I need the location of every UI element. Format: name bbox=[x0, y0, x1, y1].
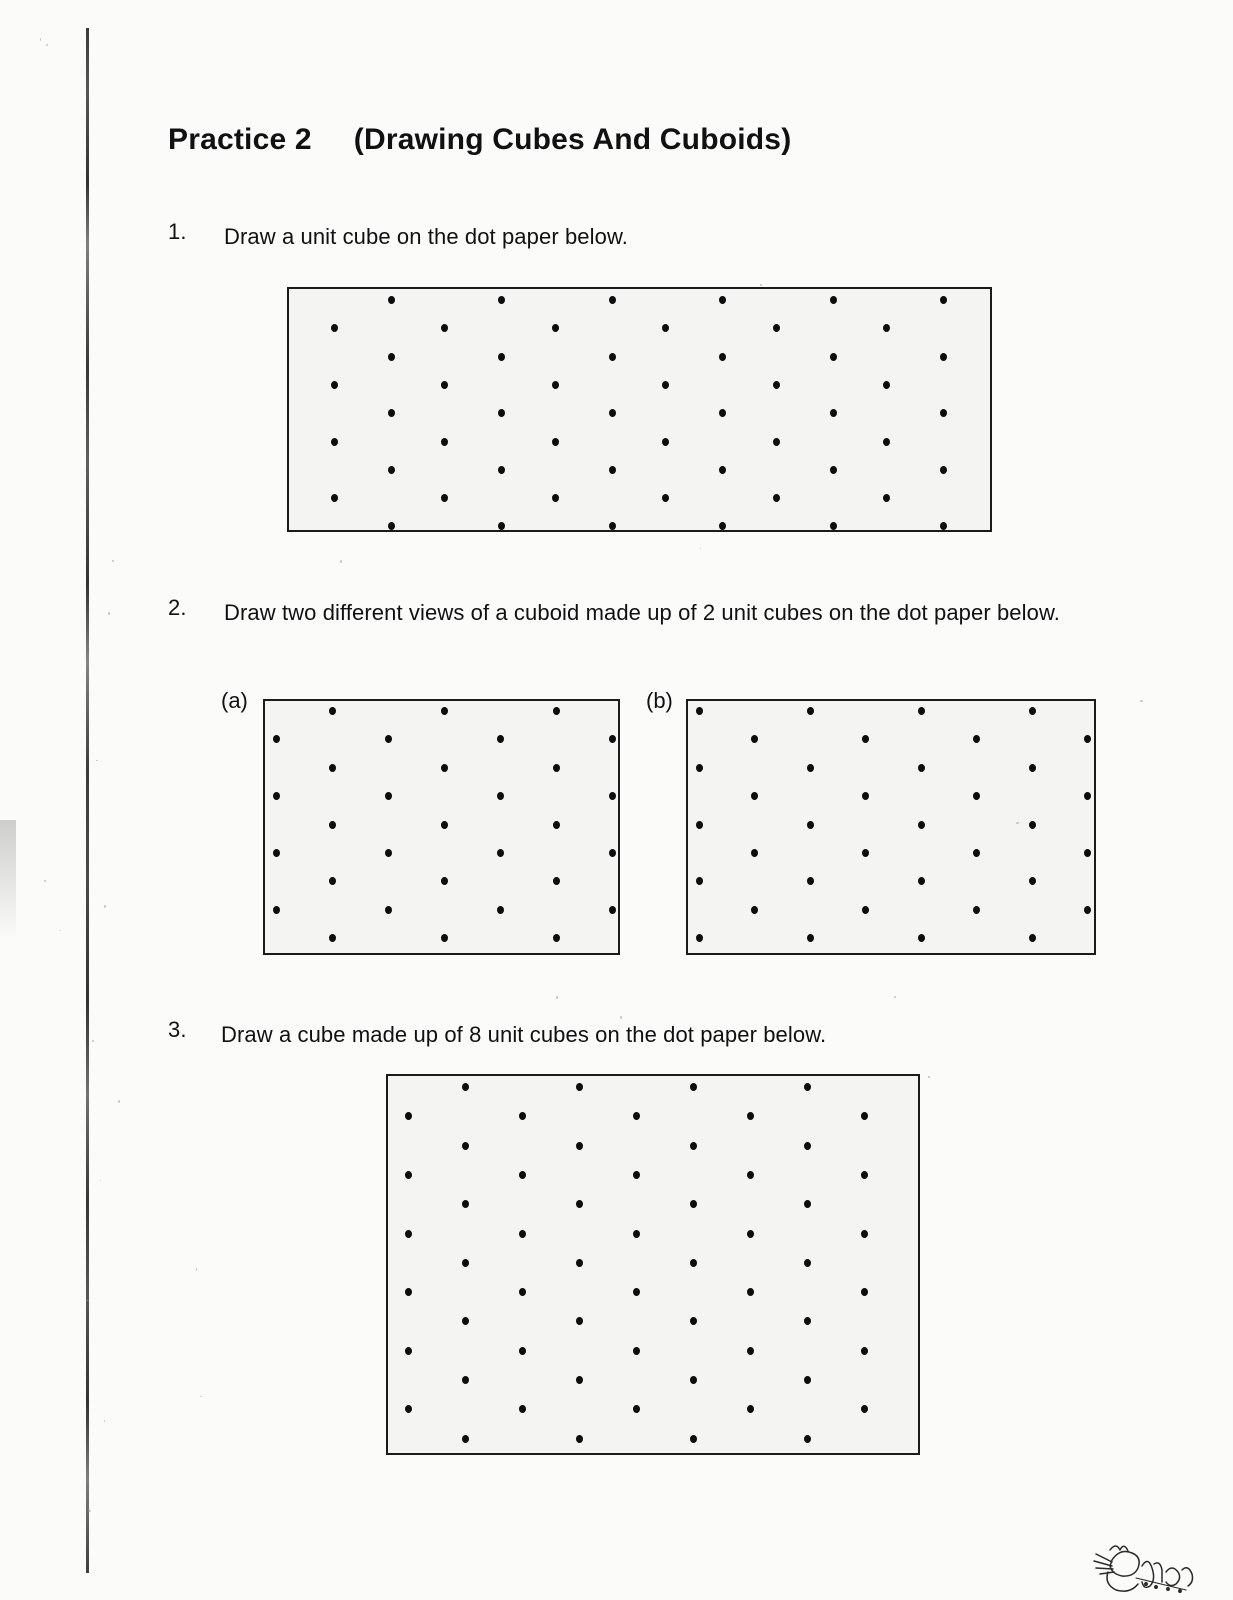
grid-dot bbox=[331, 381, 338, 389]
grid-dot bbox=[273, 792, 280, 800]
scan-speck bbox=[620, 1016, 622, 1019]
grid-dot bbox=[719, 409, 726, 417]
scan-speck bbox=[86, 1300, 89, 1301]
scan-binding-line bbox=[86, 28, 89, 1573]
scan-speck bbox=[108, 612, 110, 615]
grid-dot bbox=[498, 409, 505, 417]
grid-dot bbox=[973, 735, 980, 743]
grid-dot bbox=[462, 1317, 469, 1325]
scan-speck bbox=[92, 1040, 94, 1042]
grid-dot bbox=[1029, 821, 1036, 829]
scan-speck bbox=[88, 1510, 91, 1512]
grid-dot bbox=[751, 849, 758, 857]
grid-dot bbox=[696, 707, 703, 715]
scan-speck bbox=[112, 560, 114, 562]
grid-dot bbox=[747, 1288, 754, 1296]
dot-paper-q3[interactable] bbox=[386, 1074, 920, 1455]
grid-dot bbox=[751, 792, 758, 800]
scan-speck bbox=[760, 284, 762, 286]
grid-dot bbox=[441, 494, 448, 502]
grid-dot bbox=[329, 877, 336, 885]
grid-dot bbox=[462, 1259, 469, 1267]
grid-dot bbox=[576, 1317, 583, 1325]
grid-dot bbox=[1084, 906, 1091, 914]
grid-dot bbox=[719, 522, 726, 530]
grid-dot bbox=[883, 324, 890, 332]
grid-dot bbox=[690, 1083, 697, 1091]
grid-dot bbox=[918, 877, 925, 885]
grid-dot bbox=[662, 494, 669, 502]
grid-dot bbox=[719, 296, 726, 304]
question-2b-label: (b) bbox=[646, 688, 673, 713]
grid-dot bbox=[662, 438, 669, 446]
grid-dot bbox=[719, 466, 726, 474]
grid-dot bbox=[519, 1288, 526, 1296]
grid-dot bbox=[498, 522, 505, 530]
handwritten-doodle-icon bbox=[1090, 1520, 1210, 1595]
grid-dot bbox=[331, 324, 338, 332]
grid-dot bbox=[388, 296, 395, 304]
grid-dot bbox=[830, 522, 837, 530]
grid-dot bbox=[861, 1288, 868, 1296]
grid-dot bbox=[405, 1288, 412, 1296]
scan-speck bbox=[104, 1420, 105, 1422]
scan-speck bbox=[196, 1268, 197, 1271]
scan-edge-smudge bbox=[0, 820, 16, 940]
grid-dot bbox=[861, 1112, 868, 1120]
grid-dot bbox=[329, 707, 336, 715]
grid-dot bbox=[553, 877, 560, 885]
grid-dot bbox=[497, 792, 504, 800]
dot-paper-q2b[interactable] bbox=[686, 699, 1096, 955]
grid-dot bbox=[973, 792, 980, 800]
grid-dot bbox=[553, 821, 560, 829]
grid-dot bbox=[441, 707, 448, 715]
grid-dot bbox=[862, 735, 869, 743]
grid-dot bbox=[388, 522, 395, 530]
grid-dot bbox=[553, 764, 560, 772]
grid-dot bbox=[861, 1347, 868, 1355]
grid-dot bbox=[385, 792, 392, 800]
grid-dot bbox=[807, 877, 814, 885]
grid-dot bbox=[519, 1405, 526, 1413]
grid-dot bbox=[498, 296, 505, 304]
grid-dot bbox=[331, 494, 338, 502]
scan-speck bbox=[340, 560, 342, 563]
page-title bbox=[168, 123, 791, 157]
page-title-main: Practice 2 bbox=[168, 123, 312, 156]
grid-dot bbox=[633, 1230, 640, 1238]
grid-dot bbox=[388, 466, 395, 474]
question-3-number: 3. bbox=[168, 1017, 187, 1042]
grid-dot bbox=[553, 934, 560, 942]
grid-dot bbox=[804, 1376, 811, 1384]
question-2-text: Draw two different views of a cuboid made up of 2 unit cubes on the dot paper below. bbox=[224, 600, 1060, 625]
grid-dot bbox=[441, 821, 448, 829]
grid-dot bbox=[804, 1083, 811, 1091]
grid-dot bbox=[497, 906, 504, 914]
grid-dot bbox=[388, 353, 395, 361]
grid-dot bbox=[441, 438, 448, 446]
scan-speck bbox=[1016, 822, 1019, 824]
grid-dot bbox=[696, 877, 703, 885]
grid-dot bbox=[696, 934, 703, 942]
dot-paper-q2a[interactable] bbox=[263, 699, 620, 955]
question-2-number: 2. bbox=[168, 595, 187, 620]
grid-dot bbox=[385, 906, 392, 914]
grid-dot bbox=[405, 1171, 412, 1179]
grid-dot bbox=[552, 324, 559, 332]
dot-paper-q1[interactable] bbox=[287, 287, 992, 532]
scan-speck bbox=[44, 880, 46, 882]
scan-speck bbox=[104, 905, 106, 908]
grid-dot bbox=[552, 494, 559, 502]
grid-dot bbox=[609, 792, 616, 800]
grid-dot bbox=[609, 906, 616, 914]
grid-dot bbox=[519, 1171, 526, 1179]
grid-dot bbox=[1029, 707, 1036, 715]
grid-dot bbox=[690, 1435, 697, 1443]
grid-dot bbox=[751, 735, 758, 743]
grid-dot bbox=[497, 849, 504, 857]
grid-dot bbox=[441, 877, 448, 885]
grid-dot bbox=[1029, 934, 1036, 942]
grid-dot bbox=[441, 934, 448, 942]
grid-dot bbox=[273, 735, 280, 743]
grid-dot bbox=[609, 522, 616, 530]
grid-dot bbox=[609, 353, 616, 361]
grid-dot bbox=[331, 438, 338, 446]
grid-dot bbox=[662, 324, 669, 332]
grid-dot bbox=[405, 1347, 412, 1355]
grid-dot bbox=[633, 1405, 640, 1413]
grid-dot bbox=[690, 1317, 697, 1325]
grid-dot bbox=[747, 1112, 754, 1120]
grid-dot bbox=[462, 1435, 469, 1443]
grid-dot bbox=[747, 1230, 754, 1238]
grid-dot bbox=[696, 821, 703, 829]
grid-dot bbox=[804, 1317, 811, 1325]
grid-dot bbox=[690, 1259, 697, 1267]
grid-dot bbox=[773, 438, 780, 446]
grid-dot bbox=[773, 324, 780, 332]
grid-dot bbox=[553, 707, 560, 715]
grid-dot bbox=[441, 764, 448, 772]
scan-speck bbox=[700, 548, 701, 549]
grid-dot bbox=[519, 1347, 526, 1355]
grid-dot bbox=[388, 409, 395, 417]
grid-dot bbox=[405, 1230, 412, 1238]
grid-dot bbox=[861, 1171, 868, 1179]
grid-dot bbox=[918, 934, 925, 942]
grid-dot bbox=[861, 1405, 868, 1413]
grid-dot bbox=[807, 821, 814, 829]
grid-dot bbox=[576, 1376, 583, 1384]
grid-dot bbox=[329, 764, 336, 772]
grid-dot bbox=[690, 1200, 697, 1208]
grid-dot bbox=[918, 821, 925, 829]
grid-dot bbox=[807, 764, 814, 772]
grid-dot bbox=[973, 906, 980, 914]
grid-dot bbox=[807, 934, 814, 942]
grid-dot bbox=[576, 1200, 583, 1208]
grid-dot bbox=[552, 438, 559, 446]
grid-dot bbox=[804, 1435, 811, 1443]
grid-dot bbox=[498, 466, 505, 474]
grid-dot bbox=[609, 849, 616, 857]
grid-dot bbox=[1084, 849, 1091, 857]
grid-dot bbox=[807, 707, 814, 715]
scan-speck bbox=[100, 1180, 101, 1181]
grid-dot bbox=[747, 1347, 754, 1355]
grid-dot bbox=[462, 1083, 469, 1091]
grid-dot bbox=[552, 381, 559, 389]
grid-dot bbox=[462, 1200, 469, 1208]
grid-dot bbox=[862, 849, 869, 857]
grid-dot bbox=[751, 906, 758, 914]
grid-dot bbox=[940, 296, 947, 304]
grid-dot bbox=[576, 1435, 583, 1443]
grid-dot bbox=[830, 296, 837, 304]
question-2a-label: (a) bbox=[221, 688, 248, 713]
grid-dot bbox=[918, 707, 925, 715]
grid-dot bbox=[1084, 792, 1091, 800]
grid-dot bbox=[830, 409, 837, 417]
grid-dot bbox=[462, 1376, 469, 1384]
grid-dot bbox=[609, 296, 616, 304]
scan-speck bbox=[96, 760, 98, 761]
question-1-text: Draw a unit cube on the dot paper below. bbox=[224, 224, 628, 249]
grid-dot bbox=[861, 1230, 868, 1238]
grid-dot bbox=[405, 1112, 412, 1120]
grid-dot bbox=[576, 1083, 583, 1091]
grid-dot bbox=[633, 1112, 640, 1120]
grid-dot bbox=[690, 1142, 697, 1150]
scan-speck bbox=[60, 930, 61, 931]
grid-dot bbox=[804, 1200, 811, 1208]
grid-dot bbox=[747, 1171, 754, 1179]
grid-dot bbox=[862, 906, 869, 914]
grid-dot bbox=[519, 1230, 526, 1238]
grid-dot bbox=[519, 1112, 526, 1120]
grid-dot bbox=[1029, 764, 1036, 772]
grid-dot bbox=[633, 1171, 640, 1179]
grid-dot bbox=[441, 324, 448, 332]
grid-dot bbox=[830, 466, 837, 474]
grid-dot bbox=[940, 466, 947, 474]
grid-dot bbox=[719, 353, 726, 361]
grid-dot bbox=[1029, 877, 1036, 885]
scan-speck bbox=[118, 1100, 120, 1103]
grid-dot bbox=[385, 849, 392, 857]
grid-dot bbox=[462, 1142, 469, 1150]
grid-dot bbox=[940, 353, 947, 361]
grid-dot bbox=[940, 522, 947, 530]
grid-dot bbox=[609, 409, 616, 417]
grid-dot bbox=[609, 735, 616, 743]
grid-dot bbox=[329, 821, 336, 829]
grid-dot bbox=[405, 1405, 412, 1413]
grid-dot bbox=[690, 1376, 697, 1384]
grid-dot bbox=[497, 735, 504, 743]
grid-dot bbox=[773, 381, 780, 389]
grid-dot bbox=[862, 792, 869, 800]
grid-dot bbox=[696, 764, 703, 772]
grid-dot bbox=[773, 494, 780, 502]
scan-speck bbox=[1140, 700, 1143, 702]
grid-dot bbox=[804, 1259, 811, 1267]
grid-dot bbox=[747, 1405, 754, 1413]
scan-speck bbox=[928, 1076, 930, 1078]
grid-dot bbox=[804, 1142, 811, 1150]
grid-dot bbox=[973, 849, 980, 857]
grid-dot bbox=[576, 1259, 583, 1267]
scan-speck bbox=[894, 996, 896, 998]
grid-dot bbox=[273, 849, 280, 857]
page-title-paren: (Drawing Cubes And Cuboids) bbox=[353, 123, 792, 156]
grid-dot bbox=[273, 906, 280, 914]
grid-dot bbox=[830, 353, 837, 361]
scan-speck bbox=[46, 44, 48, 46]
grid-dot bbox=[662, 381, 669, 389]
grid-dot bbox=[883, 438, 890, 446]
grid-dot bbox=[633, 1347, 640, 1355]
grid-dot bbox=[883, 494, 890, 502]
grid-dot bbox=[883, 381, 890, 389]
grid-dot bbox=[329, 934, 336, 942]
grid-dot bbox=[498, 353, 505, 361]
grid-dot bbox=[385, 735, 392, 743]
question-1-number: 1. bbox=[168, 219, 187, 244]
grid-dot bbox=[940, 409, 947, 417]
scan-speck bbox=[556, 996, 558, 999]
question-3-text: Draw a cube made up of 8 unit cubes on the dot paper below. bbox=[221, 1022, 827, 1047]
grid-dot bbox=[633, 1288, 640, 1296]
grid-dot bbox=[1084, 735, 1091, 743]
grid-dot bbox=[609, 466, 616, 474]
scan-speck bbox=[40, 38, 41, 41]
grid-dot bbox=[918, 764, 925, 772]
grid-dot bbox=[576, 1142, 583, 1150]
grid-dot bbox=[441, 381, 448, 389]
scan-speck bbox=[200, 1396, 202, 1397]
